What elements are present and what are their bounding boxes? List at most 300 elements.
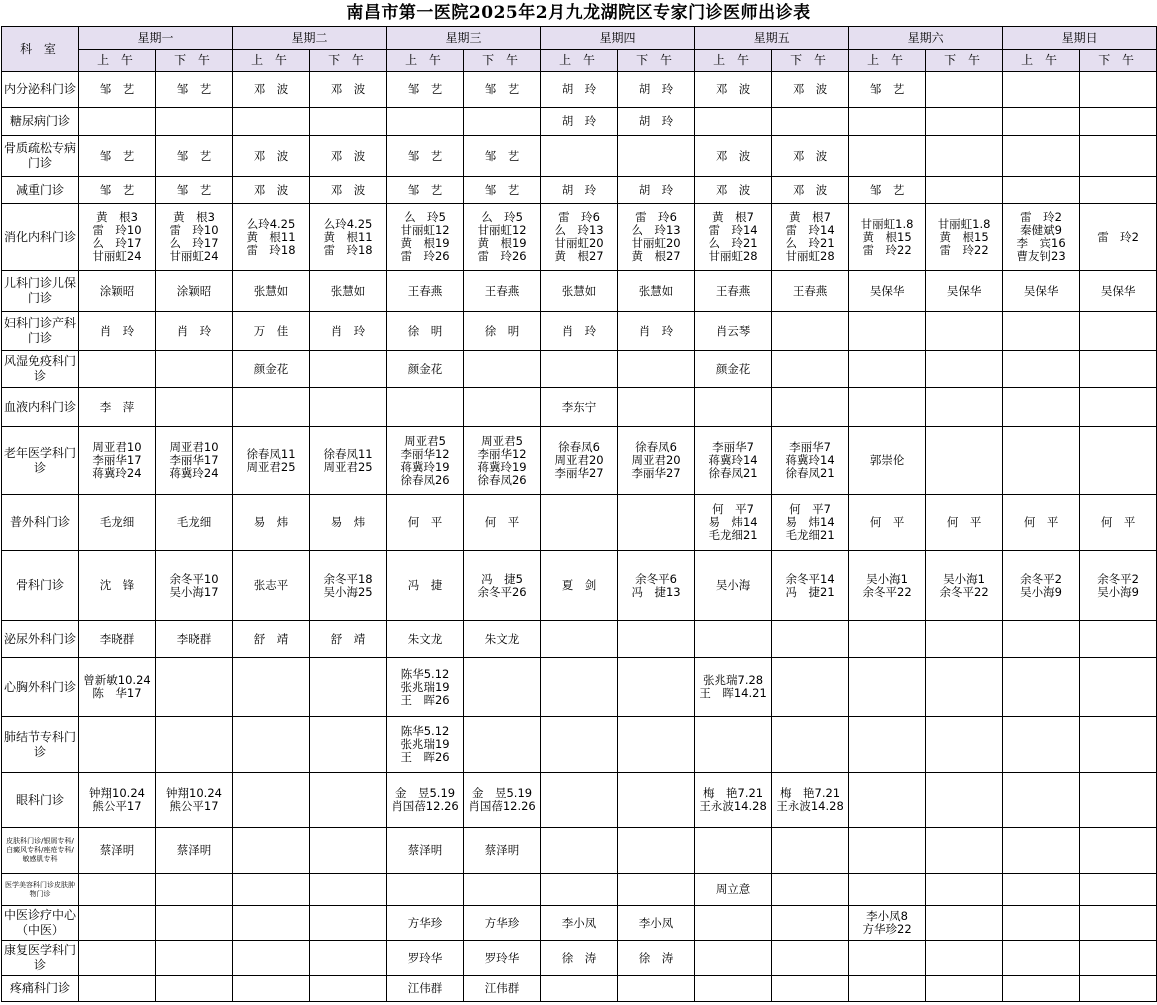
schedule-cell <box>79 773 156 828</box>
schedule-cell <box>772 495 849 551</box>
schedule-cell <box>310 271 387 312</box>
schedule-cell <box>464 72 541 108</box>
schedule-cell <box>79 717 156 773</box>
schedule-cell <box>233 621 310 658</box>
schedule-cell <box>772 828 849 874</box>
table-row <box>2 427 1157 495</box>
schedule-cell <box>387 941 464 976</box>
schedule-cell <box>618 388 695 427</box>
schedule-cell <box>695 551 772 621</box>
schedule-cell <box>156 773 233 828</box>
doctor-entry: 徐 明 <box>407 323 443 338</box>
doctor-entry: 徐 明 <box>484 323 520 338</box>
schedule-cell <box>541 941 618 976</box>
schedule-cell <box>849 551 926 621</box>
doctor-entry: 徐春凤11 <box>323 446 373 461</box>
department-name: 骨质疏松专病门诊 <box>2 136 79 177</box>
schedule-cell <box>1080 388 1157 427</box>
schedule-cell <box>849 427 926 495</box>
doctor-entry: 邹 艺 <box>176 82 212 96</box>
schedule-cell <box>772 312 849 351</box>
doctor-entry: 邹 艺 <box>176 148 212 163</box>
doctor-entry: 张兆瑞7.28 <box>703 673 764 687</box>
schedule-cell <box>310 204 387 271</box>
doctor-entry: 王春燕 <box>407 283 443 298</box>
doctor-entry: 张兆瑞19 <box>400 679 450 694</box>
doctor-entry: 肖 玲 <box>638 323 674 338</box>
schedule-cell <box>772 427 849 495</box>
schedule-cell <box>541 874 618 906</box>
half-header-row <box>2 50 1157 72</box>
schedule-cell <box>310 828 387 874</box>
doctor-entry: 李丽华12 <box>400 446 450 461</box>
doctor-entry: 王 晖26 <box>400 692 450 707</box>
doctor-entry: 江伟群 <box>407 981 443 995</box>
doctor-entry: 朱文龙 <box>407 631 443 646</box>
table-row <box>2 136 1157 177</box>
doctor-entry: 周亚君25 <box>323 459 373 474</box>
schedule-cell <box>310 717 387 773</box>
schedule-cell <box>156 976 233 1002</box>
doctor-entry: 毛龙细21 <box>785 528 835 542</box>
doctor-entry: 陈 华17 <box>92 686 142 700</box>
doctor-entry: 万 佳 <box>253 323 289 338</box>
schedule-cell <box>1080 621 1157 658</box>
table-row <box>2 271 1157 312</box>
doctor-entry: 黄 根27 <box>554 249 604 263</box>
table-row <box>2 874 1157 906</box>
doctor-entry: 罗玲华 <box>484 950 520 965</box>
schedule-cell <box>618 906 695 941</box>
schedule-cell <box>79 177 156 204</box>
doctor-entry: 邹 艺 <box>176 182 212 197</box>
schedule-cell <box>233 941 310 976</box>
schedule-cell <box>464 874 541 906</box>
doctor-entry: 黄 根19 <box>400 236 450 250</box>
schedule-cell <box>1080 108 1157 136</box>
schedule-cell <box>1003 108 1080 136</box>
doctor-entry: 徐春凤21 <box>708 466 758 480</box>
doctor-entry: 余冬平2 <box>1097 571 1140 586</box>
schedule-cell <box>387 874 464 906</box>
schedule-cell <box>1003 136 1080 177</box>
schedule-cell <box>695 351 772 388</box>
schedule-cell <box>464 495 541 551</box>
schedule-cell <box>849 388 926 427</box>
doctor-entry: 徐 涛 <box>638 950 674 965</box>
schedule-cell <box>695 204 772 271</box>
doctor-entry: 雷 玲2 <box>1097 229 1140 244</box>
schedule-cell <box>772 874 849 906</box>
schedule-cell <box>387 495 464 551</box>
schedule-cell <box>618 621 695 658</box>
doctor-entry: 周亚君20 <box>631 453 681 467</box>
doctor-entry: 吴小海 <box>715 578 751 592</box>
doctor-entry: 涂颖昭 <box>99 283 135 298</box>
doctor-entry: 徐春凤6 <box>635 440 677 454</box>
department-name: 普外科门诊 <box>2 495 79 551</box>
department-name: 皮肤科门诊/银屑专科/白癜风专科/痤疮专科/敏感肌专科 <box>2 828 79 874</box>
schedule-cell <box>1003 874 1080 906</box>
doctor-entry: 么 玲13 <box>554 223 604 237</box>
doctor-entry: 甘丽虹28 <box>785 249 835 263</box>
schedule-cell <box>772 941 849 976</box>
schedule-cell <box>310 177 387 204</box>
schedule-cell <box>695 906 772 941</box>
doctor-entry: 邹 艺 <box>484 148 520 163</box>
department-name: 老年医学科门诊 <box>2 427 79 495</box>
schedule-cell <box>926 906 1003 941</box>
doctor-entry: 么 玲13 <box>631 223 681 237</box>
schedule-cell <box>233 717 310 773</box>
doctor-entry: 邓 波 <box>715 82 751 96</box>
schedule-cell <box>233 906 310 941</box>
doctor-entry: 蒋冀玲14 <box>785 453 835 467</box>
schedule-cell <box>156 108 233 136</box>
department-name: 心胸外科门诊 <box>2 658 79 717</box>
schedule-cell <box>233 658 310 717</box>
schedule-cell <box>387 136 464 177</box>
doctor-entry: 吴小海25 <box>323 584 373 599</box>
schedule-cell <box>695 941 772 976</box>
doctor-entry: 李丽华7 <box>712 440 754 454</box>
doctor-entry: 张慧如 <box>638 283 674 298</box>
doctor-entry: 徐春凤6 <box>558 440 600 454</box>
afternoon-header: 下 午 <box>464 50 541 72</box>
day-header: 星期六 <box>849 27 1003 50</box>
schedule-cell <box>541 495 618 551</box>
schedule-cell <box>233 388 310 427</box>
doctor-entry: 雷 玲22 <box>939 242 989 257</box>
doctor-entry: 李 宾16 <box>1016 236 1066 250</box>
doctor-entry: 吴保华 <box>946 283 982 298</box>
schedule-cell <box>310 976 387 1002</box>
schedule-cell <box>926 136 1003 177</box>
doctor-entry: 王春燕 <box>484 283 520 298</box>
schedule-cell <box>618 495 695 551</box>
schedule-cell <box>772 906 849 941</box>
schedule-cell <box>695 976 772 1002</box>
morning-header: 上 午 <box>233 50 310 72</box>
schedule-cell <box>1080 495 1157 551</box>
schedule-cell <box>695 72 772 108</box>
day-header: 星期二 <box>233 27 387 50</box>
doctor-entry: 雷 玲18 <box>323 242 373 257</box>
schedule-cell <box>1080 271 1157 312</box>
doctor-entry: 徐春凤11 <box>246 446 296 461</box>
doctor-entry: 金 昱5.19 <box>394 786 456 800</box>
schedule-cell <box>541 828 618 874</box>
doctor-entry: 吴保华 <box>869 283 905 298</box>
schedule-cell <box>156 136 233 177</box>
department-name: 中医诊疗中心（中医） <box>2 906 79 941</box>
schedule-cell <box>464 551 541 621</box>
doctor-entry: 雷 玲18 <box>246 242 296 257</box>
doctor-entry: 陈华5.12 <box>400 666 450 681</box>
schedule-cell <box>310 941 387 976</box>
schedule-cell <box>926 621 1003 658</box>
doctor-entry: 吴小海9 <box>1020 584 1062 599</box>
doctor-entry: 黄 根7 <box>712 210 754 224</box>
schedule-cell <box>772 717 849 773</box>
doctor-entry: 蒋冀玲24 <box>92 466 142 480</box>
schedule-cell <box>541 976 618 1002</box>
schedule-cell <box>695 495 772 551</box>
schedule-cell <box>618 271 695 312</box>
doctor-entry: 何 平 <box>407 515 443 529</box>
doctor-entry: 邓 波 <box>792 148 828 163</box>
schedule-cell <box>926 773 1003 828</box>
schedule-cell <box>541 108 618 136</box>
doctor-entry: 邓 波 <box>253 182 289 197</box>
schedule-cell <box>849 177 926 204</box>
doctor-entry: 邓 波 <box>253 82 289 96</box>
schedule-cell <box>387 108 464 136</box>
schedule-cell <box>1003 551 1080 621</box>
schedule-cell <box>310 108 387 136</box>
schedule-cell <box>849 976 926 1002</box>
doctor-entry: 邓 波 <box>330 148 366 163</box>
doctor-entry: 徐春凤26 <box>400 472 450 487</box>
doctor-entry: 雷 玲26 <box>477 249 527 263</box>
schedule-cell <box>1080 136 1157 177</box>
schedule-cell <box>79 427 156 495</box>
schedule-cell <box>1080 177 1157 204</box>
schedule-cell <box>464 828 541 874</box>
schedule-cell <box>772 976 849 1002</box>
doctor-entry: 周亚君20 <box>554 453 604 467</box>
schedule-cell <box>849 204 926 271</box>
afternoon-header: 下 午 <box>772 50 849 72</box>
schedule-cell <box>464 271 541 312</box>
doctor-entry: 李丽华17 <box>169 453 219 467</box>
schedule-cell <box>464 351 541 388</box>
doctor-entry: 蒋冀玲19 <box>400 459 450 474</box>
doctor-entry: 甘丽虹28 <box>708 249 758 263</box>
schedule-cell <box>1080 717 1157 773</box>
doctor-entry: 么 玲5 <box>404 210 446 224</box>
schedule-cell <box>464 621 541 658</box>
schedule-cell <box>772 271 849 312</box>
schedule-cell <box>772 351 849 388</box>
doctor-entry: 肖 玲 <box>330 323 366 338</box>
schedule-cell <box>849 271 926 312</box>
doctor-entry: 王 晖14.21 <box>699 686 767 700</box>
doctor-entry: 胡 玲 <box>561 182 597 197</box>
afternoon-header: 下 午 <box>618 50 695 72</box>
department-name: 儿科门诊儿保门诊 <box>2 271 79 312</box>
table-row <box>2 388 1157 427</box>
schedule-cell <box>695 177 772 204</box>
schedule-cell <box>464 204 541 271</box>
schedule-cell <box>464 108 541 136</box>
doctor-entry: 何 平 <box>946 515 982 529</box>
schedule-cell <box>79 828 156 874</box>
schedule-cell <box>695 427 772 495</box>
schedule-cell <box>849 108 926 136</box>
doctor-entry: 方华珍 <box>484 915 520 930</box>
department-name: 糖尿病门诊 <box>2 108 79 136</box>
doctor-entry: 雷 玲14 <box>785 223 835 237</box>
department-name: 妇科门诊产科门诊 <box>2 312 79 351</box>
schedule-cell <box>772 773 849 828</box>
table-row <box>2 906 1157 941</box>
doctor-entry: 肖 玲 <box>176 323 212 338</box>
schedule-cell <box>310 874 387 906</box>
doctor-entry: 黄 根7 <box>789 210 831 224</box>
table-row <box>2 976 1157 1002</box>
doctor-entry: 邓 波 <box>792 82 828 96</box>
schedule-cell <box>1080 427 1157 495</box>
doctor-entry: 梅 艳7.21 <box>703 786 764 800</box>
schedule-cell <box>79 621 156 658</box>
doctor-entry: 郭崇伦 <box>869 453 905 467</box>
schedule-cell <box>464 773 541 828</box>
table-row <box>2 204 1157 271</box>
afternoon-header: 下 午 <box>926 50 1003 72</box>
doctor-entry: 邹 艺 <box>407 182 443 197</box>
schedule-cell <box>695 874 772 906</box>
schedule-cell <box>233 72 310 108</box>
table-row <box>2 312 1157 351</box>
page-title: 南昌市第一医院2025年2月九龙湖院区专家门诊医师出诊表 <box>346 3 811 23</box>
schedule-cell <box>1003 388 1080 427</box>
doctor-entry: 邹 艺 <box>869 182 905 197</box>
schedule-cell <box>618 351 695 388</box>
doctor-entry: 朱文龙 <box>484 631 520 646</box>
schedule-cell <box>849 312 926 351</box>
doctor-entry: 肖国蓓12.26 <box>391 799 459 813</box>
schedule-cell <box>926 388 1003 427</box>
table-row <box>2 108 1157 136</box>
doctor-entry: 何 平7 <box>712 502 754 516</box>
doctor-entry: 曾新敏10.24 <box>83 673 151 687</box>
schedule-cell <box>233 351 310 388</box>
schedule-cell <box>541 204 618 271</box>
schedule-cell <box>618 941 695 976</box>
schedule-cell <box>849 874 926 906</box>
schedule-cell <box>926 495 1003 551</box>
schedule-cell <box>618 874 695 906</box>
doctor-entry: 金 昱5.19 <box>471 786 533 800</box>
department-name: 血液内科门诊 <box>2 388 79 427</box>
doctor-entry: 胡 玲 <box>638 182 674 197</box>
doctor-entry: 王春燕 <box>715 283 751 298</box>
doctor-entry: 熊公平17 <box>92 799 142 813</box>
department-name: 减重门诊 <box>2 177 79 204</box>
schedule-cell <box>156 351 233 388</box>
department-name: 眼科门诊 <box>2 773 79 828</box>
dept-header: 科 室 <box>2 27 79 72</box>
schedule-cell <box>156 388 233 427</box>
schedule-cell <box>79 312 156 351</box>
doctor-entry: 颜金花 <box>407 361 443 376</box>
doctor-entry: 陈华5.12 <box>400 724 450 738</box>
schedule-cell <box>772 177 849 204</box>
schedule-cell <box>1003 351 1080 388</box>
doctor-entry: 秦健斌9 <box>1020 223 1062 237</box>
schedule-cell <box>156 551 233 621</box>
schedule-cell <box>1003 177 1080 204</box>
schedule-cell <box>849 773 926 828</box>
doctor-entry: 雷 玲10 <box>169 223 219 237</box>
schedule-cell <box>541 388 618 427</box>
schedule-cell <box>387 621 464 658</box>
doctor-entry: 甘丽虹1.8 <box>860 216 914 231</box>
schedule-cell <box>1080 906 1157 941</box>
schedule-cell <box>233 976 310 1002</box>
schedule-cell <box>849 621 926 658</box>
schedule-cell <box>79 72 156 108</box>
schedule-cell <box>156 72 233 108</box>
day-header: 星期三 <box>387 27 541 50</box>
schedule-cell <box>541 271 618 312</box>
schedule-cell <box>387 72 464 108</box>
schedule-cell <box>233 828 310 874</box>
schedule-cell <box>1080 204 1157 271</box>
schedule-cell <box>541 658 618 717</box>
doctor-entry: 甘丽虹12 <box>477 223 527 237</box>
doctor-entry: 钟翔10.24 <box>166 786 222 800</box>
doctor-entry: 余冬平26 <box>477 584 527 599</box>
doctor-entry: 邹 艺 <box>99 148 135 163</box>
schedule-cell <box>1080 941 1157 976</box>
doctor-entry: 雷 玲2 <box>1020 210 1062 224</box>
schedule-cell <box>387 427 464 495</box>
schedule-cell <box>618 658 695 717</box>
doctor-entry: 邹 艺 <box>99 82 135 96</box>
doctor-entry: 梅 艳7.21 <box>780 786 841 800</box>
schedule-cell <box>233 551 310 621</box>
schedule-cell <box>79 136 156 177</box>
doctor-entry: 方华珍22 <box>862 922 912 936</box>
doctor-entry: 吴保华 <box>1023 283 1059 298</box>
table-row <box>2 828 1157 874</box>
doctor-entry: 么 玲17 <box>92 236 142 250</box>
doctor-entry: 颜金花 <box>715 361 751 376</box>
schedule-cell <box>1003 658 1080 717</box>
doctor-entry: 雷 玲6 <box>558 210 600 224</box>
doctor-entry: 甘丽虹12 <box>400 223 450 237</box>
morning-header: 上 午 <box>541 50 618 72</box>
day-header: 星期四 <box>541 27 695 50</box>
doctor-entry: 雷 玲10 <box>92 223 142 237</box>
doctor-entry: 何 平 <box>1100 515 1136 529</box>
schedule-cell <box>1003 271 1080 312</box>
schedule-cell <box>618 136 695 177</box>
schedule-cell <box>618 204 695 271</box>
doctor-entry: 李晓群 <box>99 631 135 646</box>
schedule-cell <box>618 108 695 136</box>
doctor-entry: 王永波14.28 <box>776 799 844 813</box>
schedule-cell <box>387 551 464 621</box>
doctor-entry: 肖云琴 <box>715 323 751 338</box>
doctor-entry: 邓 波 <box>792 182 828 197</box>
doctor-entry: 么 玲17 <box>169 236 219 250</box>
doctor-entry: 胡 玲 <box>638 114 674 128</box>
schedule-cell <box>1003 312 1080 351</box>
schedule-cell <box>156 906 233 941</box>
schedule-cell <box>541 906 618 941</box>
schedule-cell <box>156 177 233 204</box>
doctor-entry: 李丽华7 <box>789 440 831 454</box>
schedule-cell <box>1080 773 1157 828</box>
schedule-cell <box>695 108 772 136</box>
doctor-entry: 何 平7 <box>789 502 831 516</box>
schedule-cell <box>926 658 1003 717</box>
schedule-cell <box>772 551 849 621</box>
schedule-cell <box>618 427 695 495</box>
